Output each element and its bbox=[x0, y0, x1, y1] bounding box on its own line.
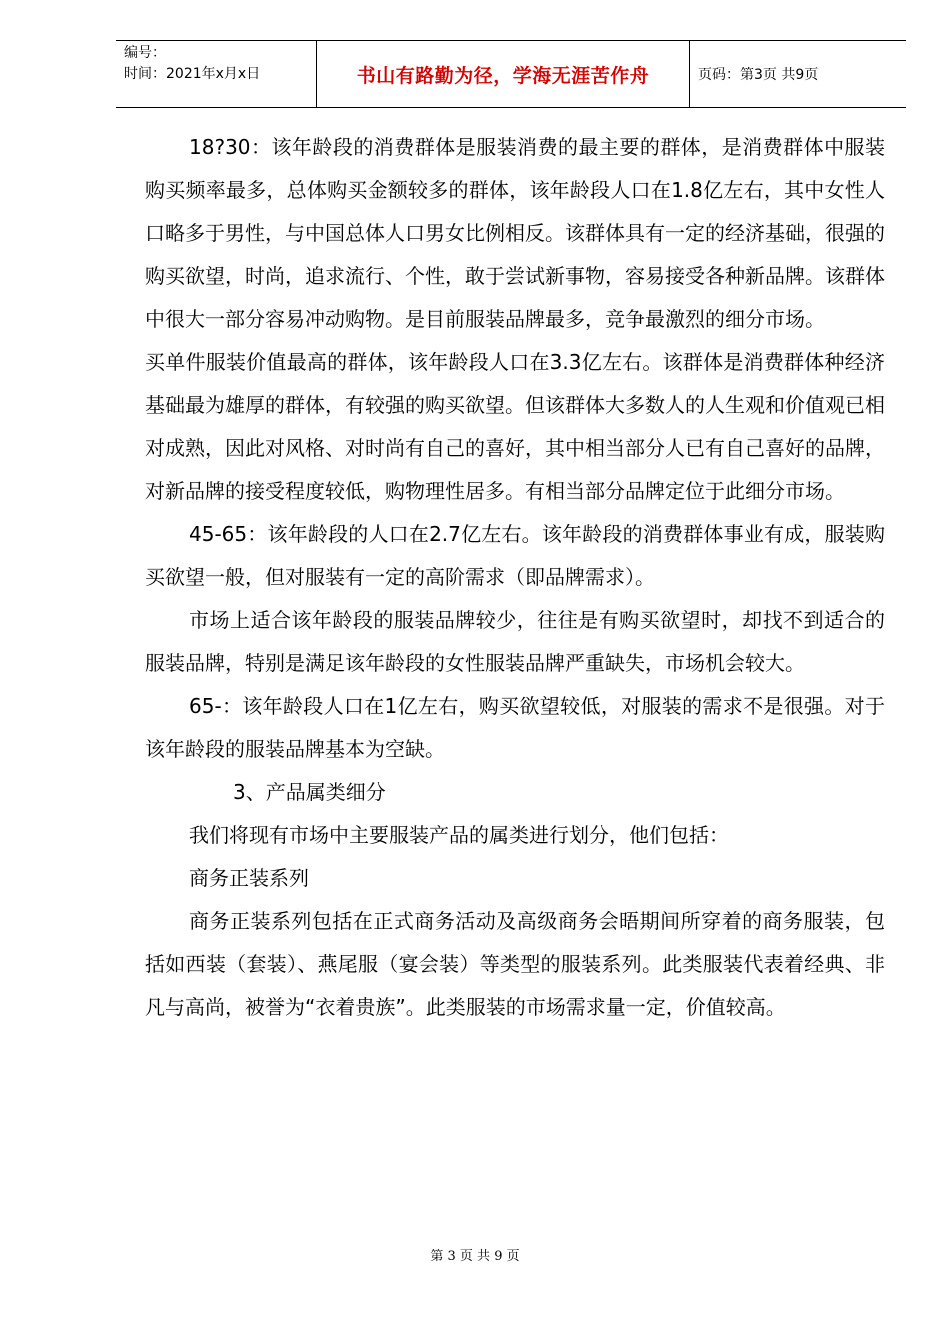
header-meta-cell bbox=[116, 41, 317, 107]
paragraph-category-intro: 我们将现有市场中主要服装产品的属类进行划分，他们包括： bbox=[189, 823, 729, 847]
document-number-label: 编号： bbox=[124, 45, 166, 61]
document-time-label: 时间：2021年x月x日 bbox=[124, 66, 261, 82]
document-body bbox=[145, 126, 885, 1029]
header-motto-cell bbox=[317, 41, 690, 107]
paragraph-age-45-65: 45-65：该年龄段的人口在2.7亿左右。该年龄段的消费群体事业有成，服装购买欲望一般，但对服装有一定的高阶需求（即品牌需求）。 bbox=[145, 522, 885, 589]
subheading-business-formal: 商务正装系列 bbox=[189, 866, 309, 890]
header-page-info: 页码：第3页 共9页 bbox=[698, 67, 819, 83]
page-footer: 第 3 页 共 9 页 bbox=[430, 1249, 520, 1264]
paragraph-age-18-30: 18?30：该年龄段的消费群体是服装消费的最主要的群体，是消费群体中服装购买频率最多，总体购买金额较多的群体，该年龄段人口在1.8亿左右，其中女性人口略多于男性，与中国总体人口男女比例相反。该群体具有一定的经济基础，很强的购买欲望，时尚，追求流行、个性，敢于尝试新事物，容易接受各种新品牌。该群体中很大一部分容易冲动购物。是目前服装品牌最多，竞争最激烈的细分市场。 bbox=[145, 135, 885, 331]
header-page-cell bbox=[690, 41, 906, 107]
header-motto: 书山有路勤为径，学海无涯苦作舟 bbox=[356, 64, 650, 87]
document-header bbox=[116, 40, 906, 108]
paragraph-age-30-45: 买单件服装价值最高的群体，该年龄段人口在3.3亿左右。该群体是消费群体种经济基础最为雄厚的群体，有较强的购买欲望。但该群体大多数人的人生观和价值观已相对成熟，因此对风格、对时尚有自己的喜好，其中相当部分人已有自己喜好的品牌，对新品牌的接受程度较低，购物理性居多。有相当部分品牌定位于此细分市场。 bbox=[145, 350, 885, 503]
section-heading-product-category: 3、产品属类细分 bbox=[233, 780, 386, 804]
paragraph-business-formal: 商务正装系列包括在正式商务活动及高级商务会晤期间所穿着的商务服装，包括如西装（套装）、燕尾服（宴会装）等类型的服装系列。此类服装代表着经典、非凡与高尚，被誉为“衣着贵族”。此类服装的市场需求量一定，价值较高。 bbox=[145, 909, 885, 1019]
paragraph-age-65-plus: 65-：该年龄段人口在1亿左右，购买欲望较低，对服装的需求不是很强。对于该年龄段的服装品牌基本为空缺。 bbox=[145, 694, 885, 761]
paragraph-market-opportunity: 市场上适合该年龄段的服装品牌较少，往往是有购买欲望时，却找不到适合的服装品牌，特别是满足该年龄段的女性服装品牌严重缺失，市场机会较大。 bbox=[145, 608, 885, 675]
